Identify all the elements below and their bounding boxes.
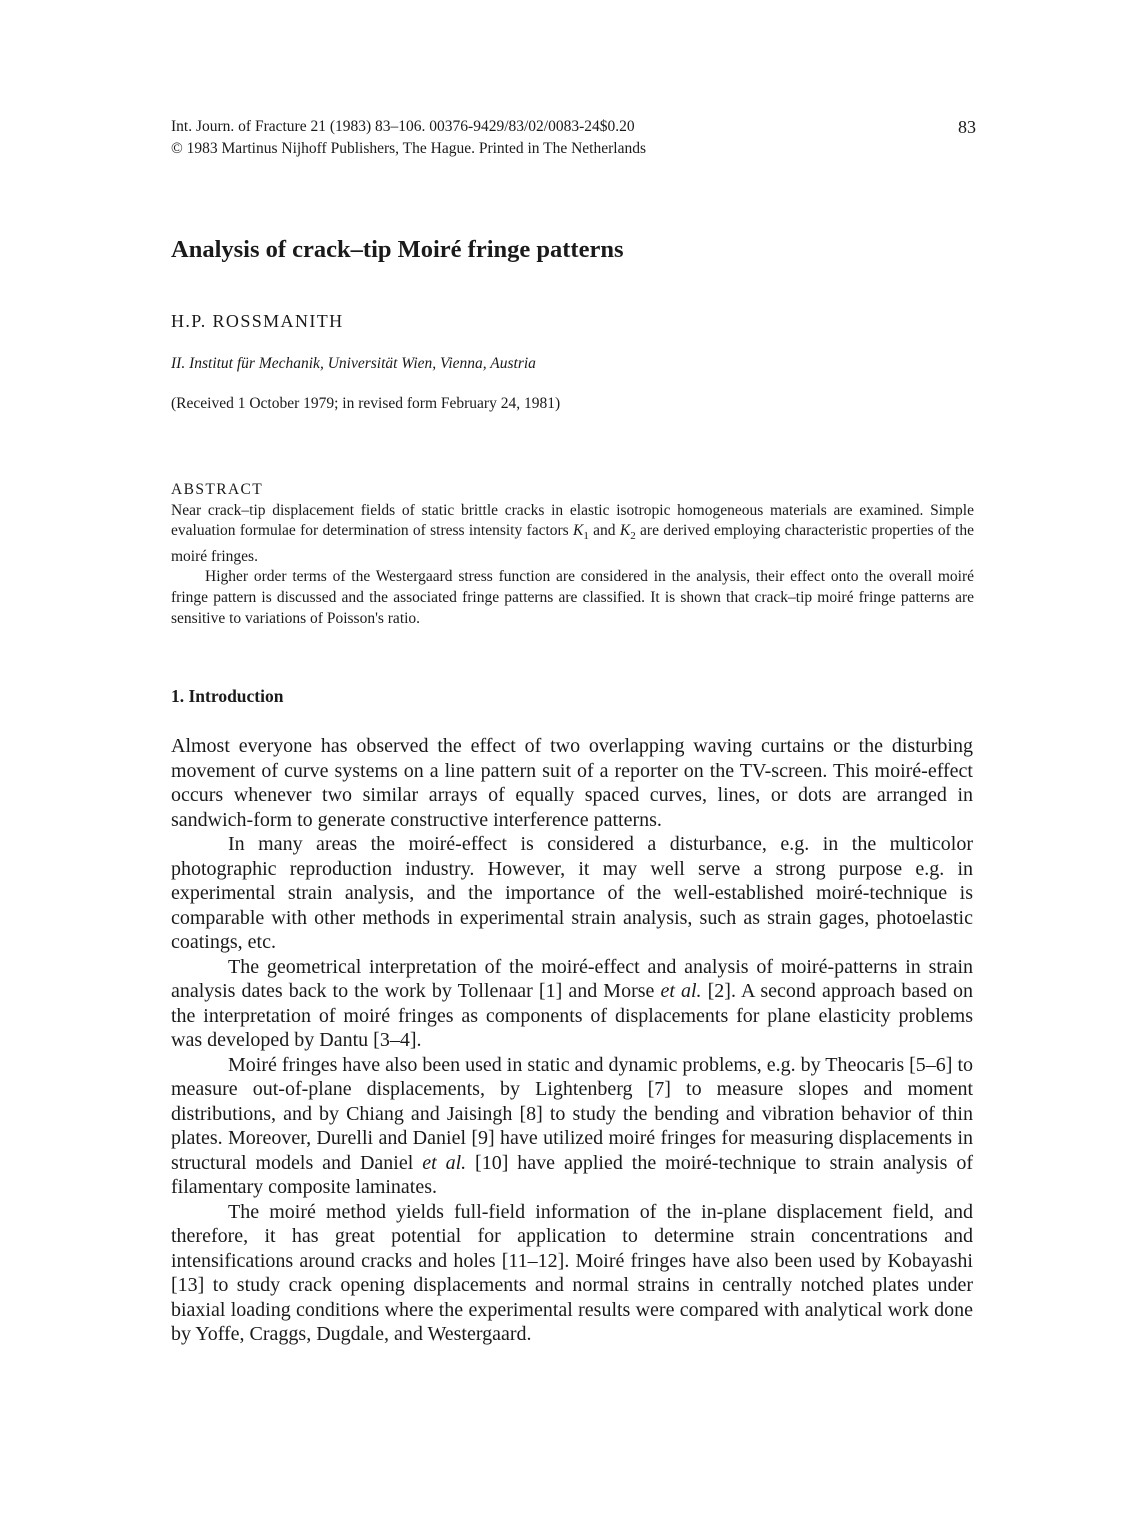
intro-paragraph-5: The moiré method yields full-field information of the in-plane displacement field, and therefore, it has great potential for application to determine strain concentrations and intensifications around cracks and holes [11–12]. Moiré fringes have also been used by Kobayashi [13] to study crack opening displacements and normal strains in centrally notched plates under biaxial loading conditions where the experimental results were compared with analytical work done by Yoffe, Craggs, Dugdale, and Westergaard.	[171, 1200, 973, 1345]
copyright-notice: © 1983 Martinus Nijhoff Publishers, The Hague. Printed in The Netherlands	[171, 140, 646, 157]
et-al: et al.	[422, 1151, 467, 1174]
abstract-text: and	[588, 522, 620, 540]
page-number: 83	[958, 117, 976, 137]
page-header	[171, 116, 976, 160]
intro-paragraph-4	[171, 1053, 973, 1200]
abstract	[171, 480, 974, 629]
introduction-body	[171, 734, 973, 1347]
article-title: Analysis of crack–tip Moiré fringe patterns	[171, 236, 624, 263]
abstract-text: are derived employing characteristic properties of the moiré fringes.	[171, 522, 974, 565]
abstract-heading: ABSTRACT	[171, 481, 264, 498]
paragraph-text: The geometrical interpretation of the moiré-effect and analysis of moiré-patterns in strain analysis dates back to the work by Tollenaar [1] and Morse	[171, 955, 973, 1002]
abstract-text: Near crack–tip displacement fields of static brittle cracks in elastic isotropic homogeneous materials are examined. Simple evaluation formulae for determination of stress intensity factors	[171, 501, 974, 540]
abstract-paragraph-1	[171, 501, 974, 568]
paragraph-text: Moiré fringes have also been used in static and dynamic problems, e.g. by Theocaris [5–6] to measure out-of-plane displacements, by Lightenberg [7] to measure slopes and moment distributions, and by Chiang and Jaisingh [8] to study the bending and vibration behavior of thin plates. Moreover, Durelli and Daniel [9] have utilized moiré fringes for measuring displacements in structural models and Daniel	[171, 1053, 973, 1174]
k2-symbol: $K_2$	[619, 522, 636, 543]
author-affiliation: II. Institut für Mechanik, Universität Wien, Vienna, Austria	[171, 355, 536, 372]
intro-paragraph-1: Almost everyone has observed the effect of two overlapping waving curtains or the disturbing movement of curve systems on a line pattern suit of a reporter on the TV-screen. This moiré-effect occurs whenever two similar arrays of equally spaced curves, lines, or dots are arranged in sandwich-form to generate constructive interference patterns.	[171, 735, 973, 831]
intro-paragraph-2: In many areas the moiré-effect is considered a disturbance, e.g. in the multicolor photographic reproduction industry. However, it may well serve a strong purpose e.g. in experimental strain analysis, and the importance of the well-established moiré-technique is comparable with other methods in experimental strain analysis, such as strain gages, photoelastic coatings, etc.	[171, 833, 973, 953]
paragraph-text: [10] have applied the moiré-technique to strain analysis of filamentary composite laminates.	[171, 1151, 973, 1198]
author-name: H.P. ROSSMANITH	[171, 311, 344, 331]
k1-symbol: $K_1$	[573, 522, 589, 543]
received-dates: (Received 1 October 1979; in revised form February 24, 1981)	[171, 395, 561, 412]
intro-paragraph-3	[171, 955, 973, 1053]
journal-citation: Int. Journ. of Fracture 21 (1983) 83–106. 00376-9429/83/02/0083-24$0.20	[171, 118, 635, 135]
paragraph-text: [2]. A second approach based on the interpretation of moiré fringes as components of displacements for plane elasticity problems was developed by Dantu [3–4].	[171, 980, 973, 1051]
section-heading-introduction: 1. Introduction	[171, 686, 284, 706]
et-al: et al.	[660, 980, 702, 1002]
abstract-paragraph-2: Higher order terms of the Westergaard stress function are considered in the analysis, their effect onto the overall moiré fringe pattern is discussed and the associated fringe patterns are classified. It is shown that crack–tip moiré fringe patterns are sensitive to variations of Poisson's ratio.	[171, 568, 974, 627]
